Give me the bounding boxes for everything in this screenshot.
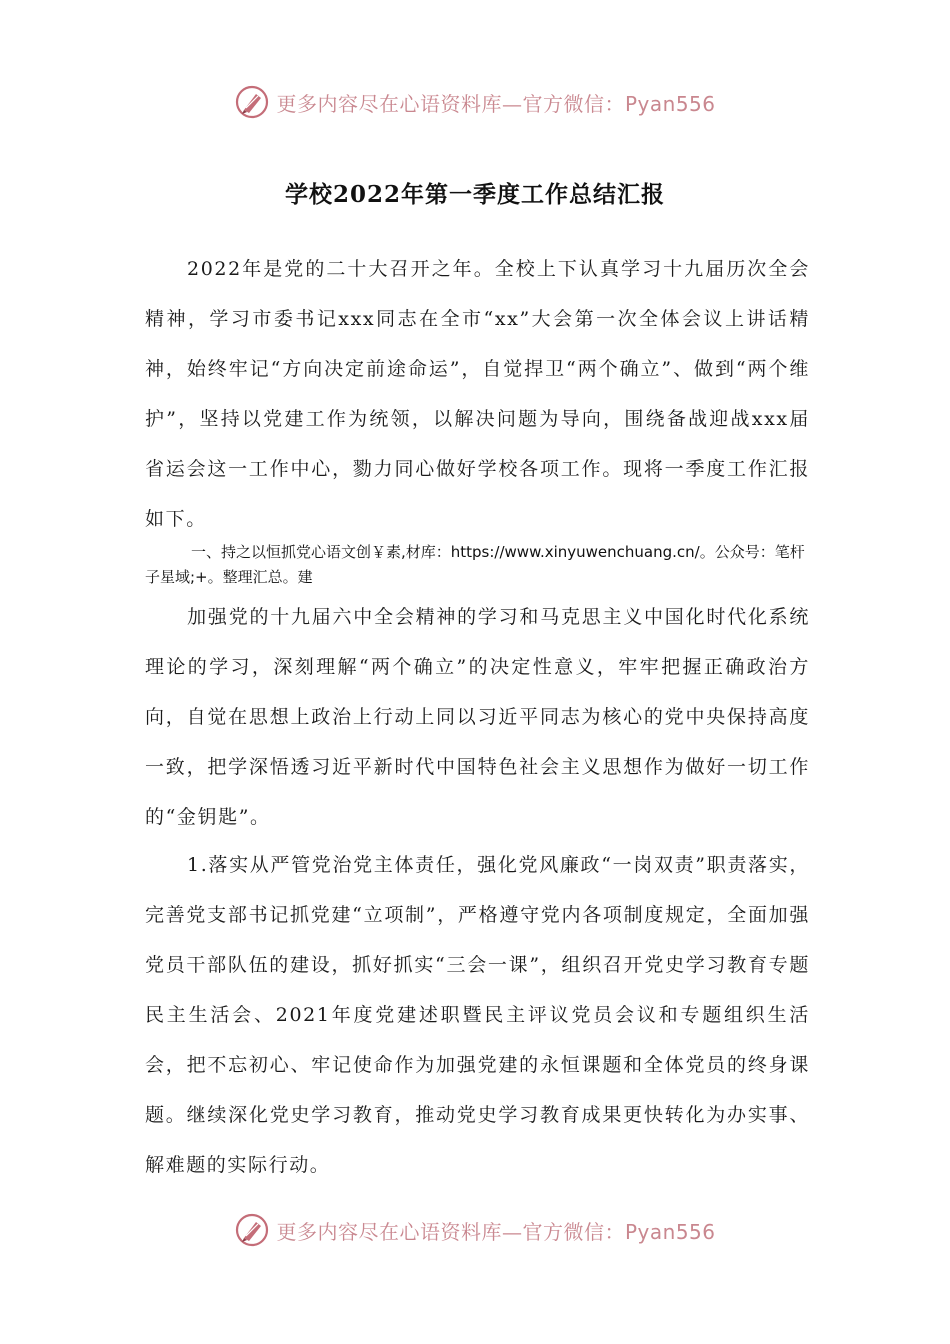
watermark-banner-top: [0, 80, 950, 124]
pen-nib-logo-icon: [234, 1212, 270, 1248]
banner-wechat-id: Pyan556: [624, 1219, 716, 1244]
document-title: 学校2022年第一季度工作总结汇报: [284, 181, 665, 208]
paragraph-intro: 2022年是党的二十大召开之年。全校上下认真学习十九届历次全会精神，学习市委书记xxx同志在全市“xx”大会第一次全体会议上讲话精神，始终牢记“方向决定前途命运”，自觉捍卫“两个确立”、做到“两个维护”，坚持以党建工作为统领，以解决问题为导向，围绕备战迎战xxx届省运会这一工作中心，勠力同心做好学校各项工作。现将一季度工作汇报如下。: [145, 258, 810, 530]
banner-wechat-id: Pyan556: [624, 91, 716, 116]
pen-nib-logo-icon: [234, 84, 270, 120]
section-heading-1: 一、持之以恒抓党心语文创￥素,材库：https://www.xinyuwenchuang.cn/。公众号：笔杆子星域;+。整理汇总。建: [145, 543, 805, 586]
banner-text: 更多内容尽在心语资料库—官方微信：: [276, 91, 625, 116]
watermark-banner-bottom: [0, 1208, 950, 1252]
paragraph-theory-study: 加强党的十九届六中全会精神的学习和马克思主义中国化时代化系统理论的学习，深刻理解“两个确立”的决定性意义，牢牢把握正确政治方向，自觉在思想上政治上行动上同以习近平同志为核心的党中央保持高度一致，把学深悟透习近平新时代中国特色社会主义思想作为做好一切工作的“金钥匙”。: [145, 606, 810, 828]
banner-text: 更多内容尽在心语资料库—官方微信：: [276, 1219, 625, 1244]
paragraph-item-1: 1.落实从严管党治党主体责任，强化党风廉政“一岗双责”职责落实，完善党支部书记抓党建“立项制”，严格遵守党内各项制度规定，全面加强党员干部队伍的建设，抓好抓实“三会一课”，组织召开党史学习教育专题民主生活会、2021年度党建述职暨民主评议党员会议和专题组织生活会，把不忘初心、牢记使命作为加强党建的永恒课题和全体党员的终身课题。继续深化党史学习教育，推动党史学习教育成果更快转化为办实事、解难题的实际行动。: [145, 854, 810, 1176]
